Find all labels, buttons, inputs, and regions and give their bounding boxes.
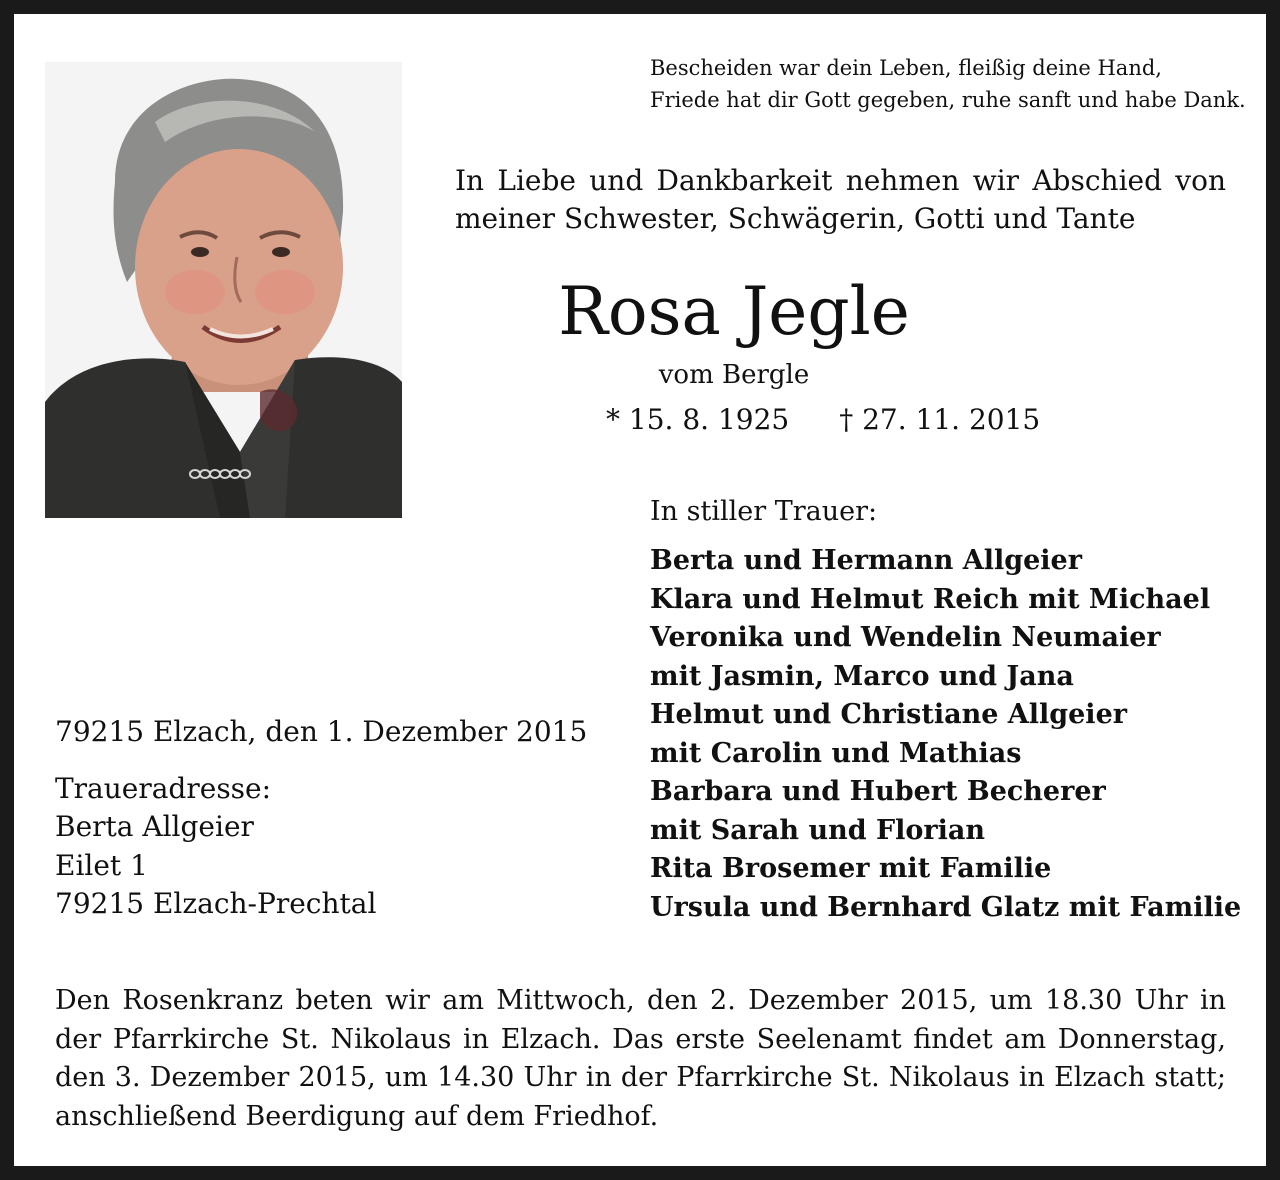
mourners-list xyxy=(650,542,1250,927)
mourner-line: Rita Brosemer mit Familie xyxy=(650,853,1052,884)
service-announcement: Den Rosenkranz beten wir am Mittwoch, den 2. Dezember 2015, um 18.30 Uhr in der Pfarrkirche St. Nikolaus in Elzach. Das erste Seelenamt findet am Donnerstag, den 3. Dezember 2015, um 14.30 Uhr in der Pfarrkirche St. Nikolaus in Elzach statt; anschließend Beerdigung auf dem Friedhof. xyxy=(55,985,1226,1132)
deceased-subname: vom Bergle xyxy=(658,360,810,390)
mourner-line: Barbara und Hubert Becherer xyxy=(650,776,1106,807)
motto-line: Bescheiden war dein Leben, fleißig deine Hand, xyxy=(650,56,1162,80)
life-dates xyxy=(606,402,1066,438)
mourner-line: Ursula und Bernhard Glatz mit Familie xyxy=(650,891,1242,923)
birth-date: * 15. 8. 1925 xyxy=(606,403,790,436)
mourner-line: mit Carolin und Mathias xyxy=(650,737,1022,769)
address-street: Eilet 1 xyxy=(55,848,148,882)
mourner-line: mit Jasmin, Marco und Jana xyxy=(650,660,1074,692)
intro-text: In Liebe und Dankbarkeit nehmen wir Abschied von meiner Schwester, Schwägerin, Gotti und Tante xyxy=(455,164,1226,235)
death-date: † 27. 11. 2015 xyxy=(839,403,1041,436)
address-city: 79215 Elzach-Prechtal xyxy=(55,886,377,920)
mourner-line: Veronika und Wendelin Neumaier xyxy=(650,622,1161,653)
mourner-line: Klara und Helmut Reich mit Michael xyxy=(650,583,1211,615)
mourner-line: mit Sarah und Florian xyxy=(650,814,986,846)
address-label: Traueradresse: xyxy=(55,772,272,805)
motto-verse xyxy=(650,52,1250,116)
mourning-label: In stiller Trauer: xyxy=(650,496,878,527)
deceased-name: Rosa Jegle xyxy=(558,273,910,350)
mourner-line: Berta und Hermann Allgeier xyxy=(650,545,1082,576)
motto-line: Friede hat dir Gott gegeben, ruhe sanft und habe Dank. xyxy=(650,88,1246,112)
place-and-date: 79215 Elzach, den 1. Dezember 2015 xyxy=(55,715,588,748)
portrait-image xyxy=(45,62,402,518)
address-name: Berta Allgeier xyxy=(55,810,254,844)
mourning-address xyxy=(55,770,615,923)
mourner-line: Helmut und Christiane Allgeier xyxy=(650,699,1127,730)
portrait-photo xyxy=(45,62,402,518)
